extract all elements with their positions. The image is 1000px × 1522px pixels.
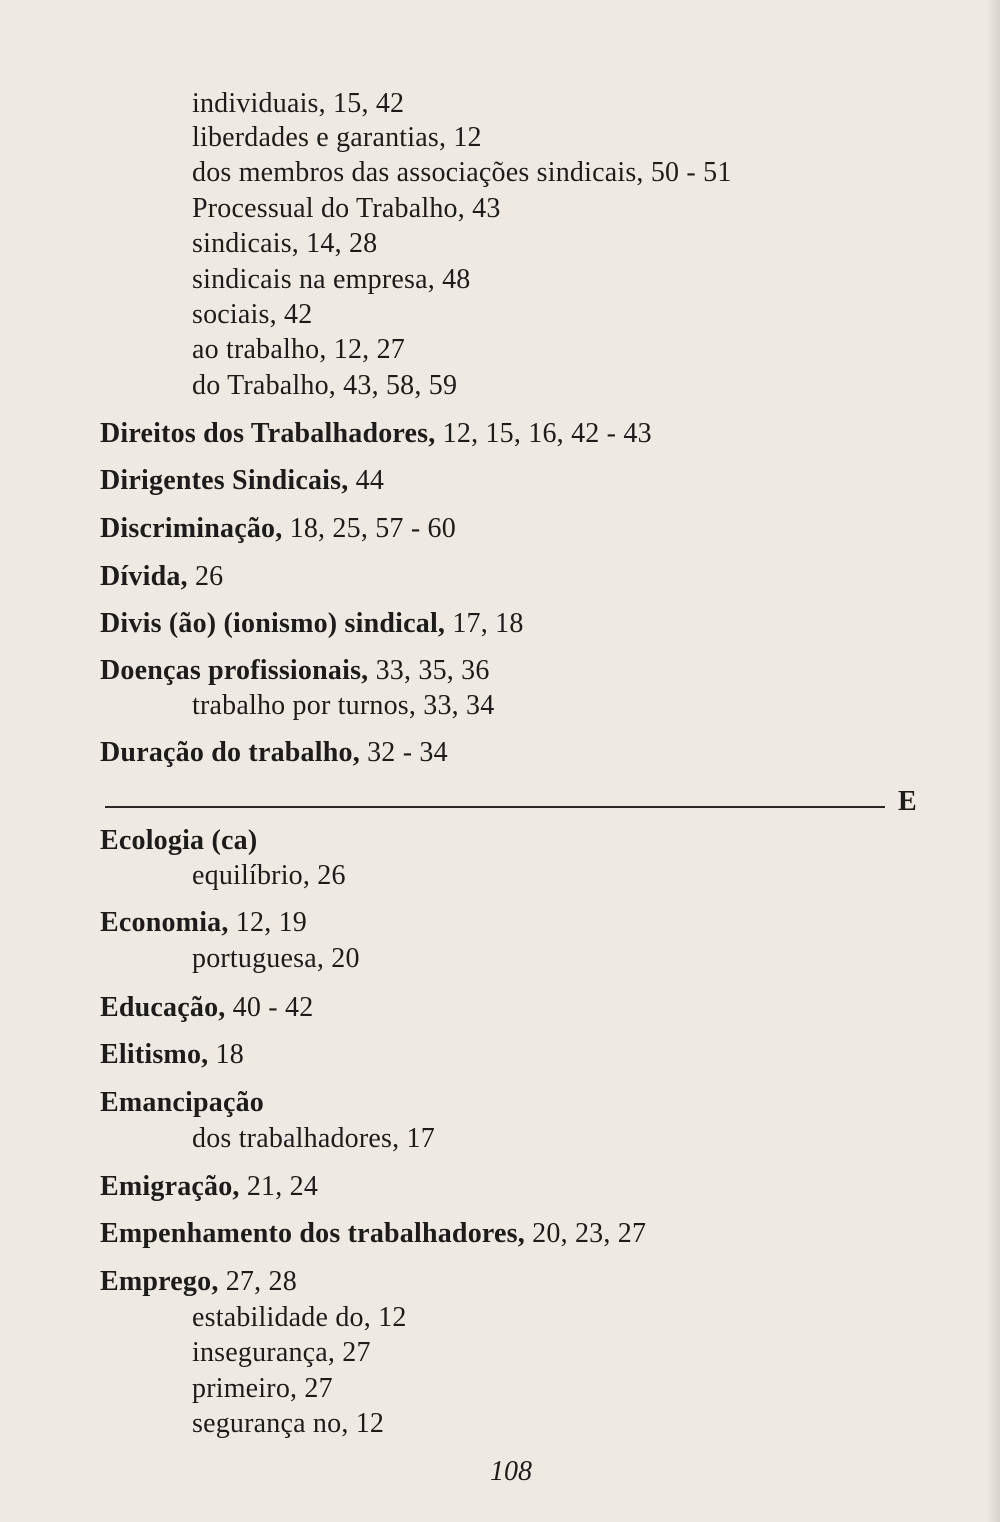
index-subentry: do Trabalho, 43, 58, 59	[192, 370, 458, 401]
index-term: Dirigentes Sindicais,	[100, 465, 349, 496]
index-subentry: dos trabalhadores, 17	[192, 1123, 435, 1154]
index-term: Educação,	[100, 992, 226, 1023]
index-pages: 26	[187, 561, 224, 592]
index-term: Duração do trabalho,	[100, 737, 360, 768]
index-pages: 40 - 42	[225, 992, 314, 1023]
index-term: Doenças profissionais,	[100, 655, 369, 686]
index-entry	[100, 608, 524, 640]
index-entry	[100, 465, 384, 497]
index-term: Empenhamento dos trabalhadores,	[100, 1218, 525, 1249]
index-subentry: ao trabalho, 12, 27	[192, 334, 405, 365]
section-divider	[105, 806, 885, 808]
index-subentry: estabilidade do, 12	[192, 1302, 407, 1333]
index-term: Emigração,	[100, 1171, 240, 1202]
index-subentry: liberdades e garantias, 12	[192, 122, 482, 153]
index-term: Discriminação,	[100, 513, 283, 544]
index-entry	[100, 737, 448, 769]
index-pages: 32 - 34	[359, 737, 448, 768]
index-entry	[100, 992, 313, 1024]
index-term: Emprego,	[100, 1266, 219, 1297]
index-subentry: primeiro, 27	[192, 1373, 333, 1404]
index-subentry: equilíbrio, 26	[192, 860, 346, 891]
index-entry	[100, 1266, 297, 1298]
index-pages: 20, 23, 27	[524, 1218, 647, 1249]
index-entry	[100, 1039, 244, 1071]
index-entry	[100, 907, 307, 939]
index-subentry: insegurança, 27	[192, 1337, 371, 1368]
index-pages: 44	[348, 465, 385, 496]
index-term: Elitismo,	[100, 1039, 209, 1070]
index-entry	[100, 418, 652, 450]
index-pages: 33, 35, 36	[368, 655, 490, 686]
index-entry	[100, 1218, 646, 1250]
index-entry	[100, 1171, 318, 1203]
index-subentry: sindicais na empresa, 48	[192, 264, 471, 295]
section-letter: E	[898, 786, 917, 817]
index-entry	[100, 655, 490, 687]
index-term: Ecologia (ca)	[100, 825, 258, 856]
index-subentry: sindicais, 14, 28	[192, 228, 378, 259]
index-term: Emancipação	[100, 1087, 264, 1118]
index-subentry: sociais, 42	[192, 299, 313, 330]
index-term: Dívida,	[100, 561, 188, 592]
index-entry	[100, 561, 223, 593]
index-term: Divis (ão) (ionismo) sindical,	[100, 608, 446, 639]
index-entry	[100, 1087, 264, 1119]
page-number: 108	[490, 1456, 532, 1487]
index-pages: 27, 28	[218, 1266, 297, 1297]
index-subentry: dos membros das associações sindicais, 50 - 51	[192, 157, 732, 188]
index-subentry: individuais, 15, 42	[192, 88, 405, 119]
index-term: Direitos dos Trabalhadores,	[100, 418, 436, 449]
index-term: Economia,	[100, 907, 229, 938]
index-subentry: Processual do Trabalho, 43	[192, 193, 501, 224]
index-pages: 17, 18	[445, 608, 524, 639]
index-entry	[100, 825, 257, 857]
page-edge-shadow	[986, 0, 1000, 1522]
index-subentry: trabalho por turnos, 33, 34	[192, 690, 495, 721]
index-subentry: portuguesa, 20	[192, 943, 360, 974]
index-pages: 18	[208, 1039, 244, 1070]
index-pages: 12, 19	[228, 907, 307, 938]
index-subentry: segurança no, 12	[192, 1408, 385, 1439]
index-entry	[100, 513, 456, 545]
index-pages: 12, 15, 16, 42 - 43	[435, 418, 652, 449]
index-pages: 21, 24	[239, 1171, 319, 1202]
index-pages: 18, 25, 57 - 60	[282, 513, 456, 544]
